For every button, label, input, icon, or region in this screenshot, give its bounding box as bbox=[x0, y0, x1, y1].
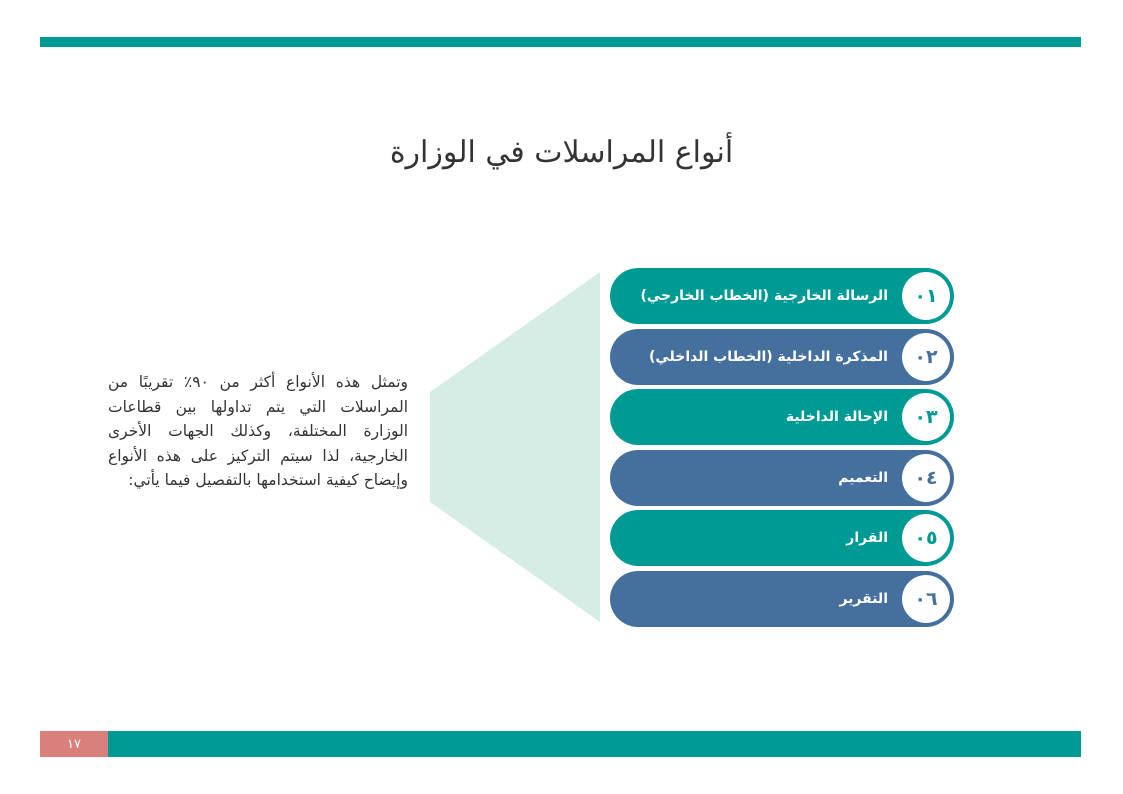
page-title: أنواع المراسلات في الوزارة bbox=[389, 135, 734, 170]
item-label: التعميم bbox=[838, 469, 888, 486]
item-label: التقرير bbox=[839, 590, 888, 607]
top-accent-bar bbox=[40, 37, 1081, 47]
item-label: الإحالة الداخلية bbox=[785, 409, 888, 426]
bottom-accent-bar bbox=[108, 731, 1081, 757]
item-number-badge: ٠٢ bbox=[902, 333, 950, 381]
correspondence-types-list bbox=[610, 268, 954, 632]
connector-shape bbox=[430, 272, 600, 622]
list-item-decision bbox=[610, 510, 954, 566]
item-number-badge: ٠٥ bbox=[902, 514, 950, 562]
item-number-badge: ٠١ bbox=[902, 272, 950, 320]
list-item-report bbox=[610, 571, 954, 627]
list-item-internal-referral bbox=[610, 389, 954, 445]
list-item-internal-memo bbox=[610, 329, 954, 385]
item-label: الرسالة الخارجية (الخطاب الخارجي) bbox=[640, 288, 888, 304]
list-item-circular bbox=[610, 450, 954, 506]
item-label: القرار bbox=[846, 530, 888, 547]
page-number: ١٧ bbox=[40, 731, 108, 757]
item-number-badge: ٠٣ bbox=[902, 393, 950, 441]
item-number-badge: ٠٦ bbox=[902, 575, 950, 623]
item-number-badge: ٠٤ bbox=[902, 454, 950, 502]
list-item-external-letter bbox=[610, 268, 954, 324]
item-label: المذكرة الداخلية (الخطاب الداخلي) bbox=[648, 348, 888, 365]
intro-paragraph: وتمثل هذه الأنواع أكثر من ٩٠٪ تقريبًا من المراسلات التي يتم تداولها بين قطاعات الوزارة المختلفة، وكذلك الجهات الأخرى الخارجية، لذا سيتم التركيز على هذه الأنواع وإيضاح كيفية استخدامها بالتفصيل فيما يأتي: bbox=[108, 373, 408, 489]
